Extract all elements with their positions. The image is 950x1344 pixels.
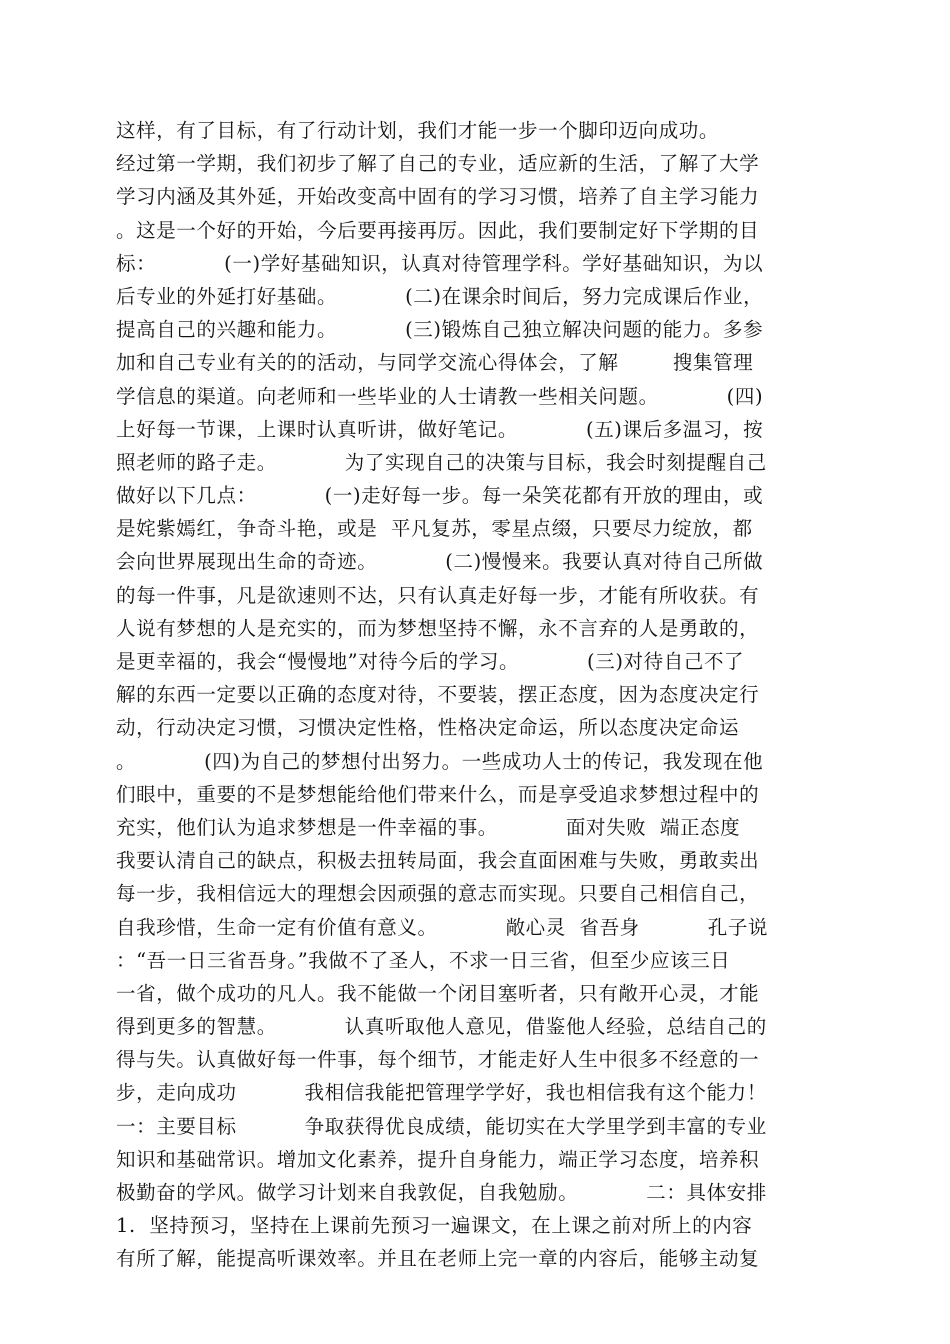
text-line: 得到更多的智慧。 认真听取他人意见，借鉴他人经验，总结自己的 xyxy=(116,1015,767,1039)
text-line: 有所了解，能提高听课效率。并且在老师上完一章的内容后，能够主动复 xyxy=(116,1247,760,1271)
text-line: 是更幸福的，我会“慢慢地”对待今后的学习。 (三)对待自己不了 xyxy=(116,650,745,673)
text-line: 。这是一个好的开始，今后要再接再厉。因此，我们要制定好下学期的目 xyxy=(116,218,760,242)
text-line: 动，行动决定习惯，习惯决定性格，性格决定命运，所以态度决定命运 xyxy=(116,716,740,740)
text-line: 的每一件事，凡是欲速则不达，只有认真走好每一步，才能有所收获。有 xyxy=(116,583,760,607)
text-line: ：“吾一日三省吾身。”我做不了圣人，不求一日三省，但至少应该三日 xyxy=(116,948,731,972)
text-line: 每一步，我相信远大的理想会因顽强的意志而实现。只要自己相信自己， xyxy=(116,882,760,906)
text-line: 我要认清自己的缺点，积极去扭转局面，我会直面困难与失败，勇敢卖出 xyxy=(116,849,760,873)
text-line: 1. 坚持预习，坚持在上课前先预习一遍课文，在上课之前对所上的内容 xyxy=(116,1214,753,1238)
text-line: 提高自己的兴趣和能力。 (三)锻炼自己独立解决问题的能力。多参 xyxy=(116,318,764,342)
text-line: 照老师的路子走。 为了实现自己的决策与目标，我会时刻提醒自己 xyxy=(116,450,767,474)
text-line: 标： (一)学好基础知识，认真对待管理学科。学好基础知识，为以 xyxy=(116,251,764,275)
text-line: 们眼中，重要的不是梦想能给他们带来什么，而是享受追求梦想过程中的 xyxy=(116,782,760,806)
text-line: 人说有梦想的人是充实的，而为梦想坚持不懈，永不言弃的人是勇敢的， xyxy=(116,616,760,640)
text-line: 自我珍惜，生命一定有价值有意义。 敞心灵 省吾身 孔子说 xyxy=(116,915,769,939)
text-line: 这样，有了目标，有了行动计划，我们才能一步一个脚印迈向成功。 xyxy=(116,119,720,142)
document-body xyxy=(116,114,836,1276)
text-line: 一省，做个成功的凡人。我不能做一个闭目塞听者，只有敞开心灵，才能 xyxy=(116,981,760,1005)
text-line: 学信息的渠道。向老师和一些毕业的人士请教一些相关问题。 (四) xyxy=(116,384,764,408)
text-line: 解的东西一定要以正确的态度对待，不要装，摆正态度，因为态度决定行 xyxy=(116,683,760,707)
text-line: 经过第一学期，我们初步了解了自己的专业，适应新的生活，了解了大学 xyxy=(116,152,760,176)
text-line: 做好以下几点： (一)走好每一步。每一朵笑花都有开放的理由，或 xyxy=(116,484,764,508)
text-line: 学习内涵及其外延，开始改变高中固有的学习习惯，培养了自主学习能力 xyxy=(116,185,760,209)
text-line: 上好每一节课，上课时认真听讲，做好笔记。 (五)课后多温习，按 xyxy=(116,417,764,441)
text-line: 充实，他们认为追求梦想是一件幸福的事。 面对失败 端正态度 xyxy=(116,815,741,839)
text-line: 会向世界展现出生命的奇迹。 (二)慢慢来。我要认真对待自己所做 xyxy=(116,550,764,574)
text-line: 步，走向成功 我相信我能把管理学学好，我也相信我有这个能力！ xyxy=(116,1081,767,1105)
text-line: 是姹紫嫣红，争奇斗艳，或是 平凡复苏，零星点缀，只要尽力绽放，都 xyxy=(116,517,753,541)
text-line: 知识和基础常识。增加文化素养，提升自身能力，端正学习态度，培养积 xyxy=(116,1147,760,1171)
text-line: 得与失。认真做好每一件事，每个细节，才能走好人生中很多不经意的一 xyxy=(116,1048,760,1072)
text-line: 极勤奋的学风。做学习计划来自我敦促，自我勉励。 二：具体安排 xyxy=(116,1181,767,1204)
text-line: 加和自己专业有关的的活动，与同学交流心得体会，了解 搜集管理 xyxy=(116,351,754,375)
text-line: 。 (四)为自己的梦想付出努力。一些成功人士的传记，我发现在他 xyxy=(116,749,764,773)
text-line: 一：主要目标 争取获得优良成绩，能切实在大学里学到丰富的专业 xyxy=(116,1114,767,1138)
text-line: 后专业的外延打好基础。 (二)在课余时间后，努力完成课后作业， xyxy=(116,284,764,308)
